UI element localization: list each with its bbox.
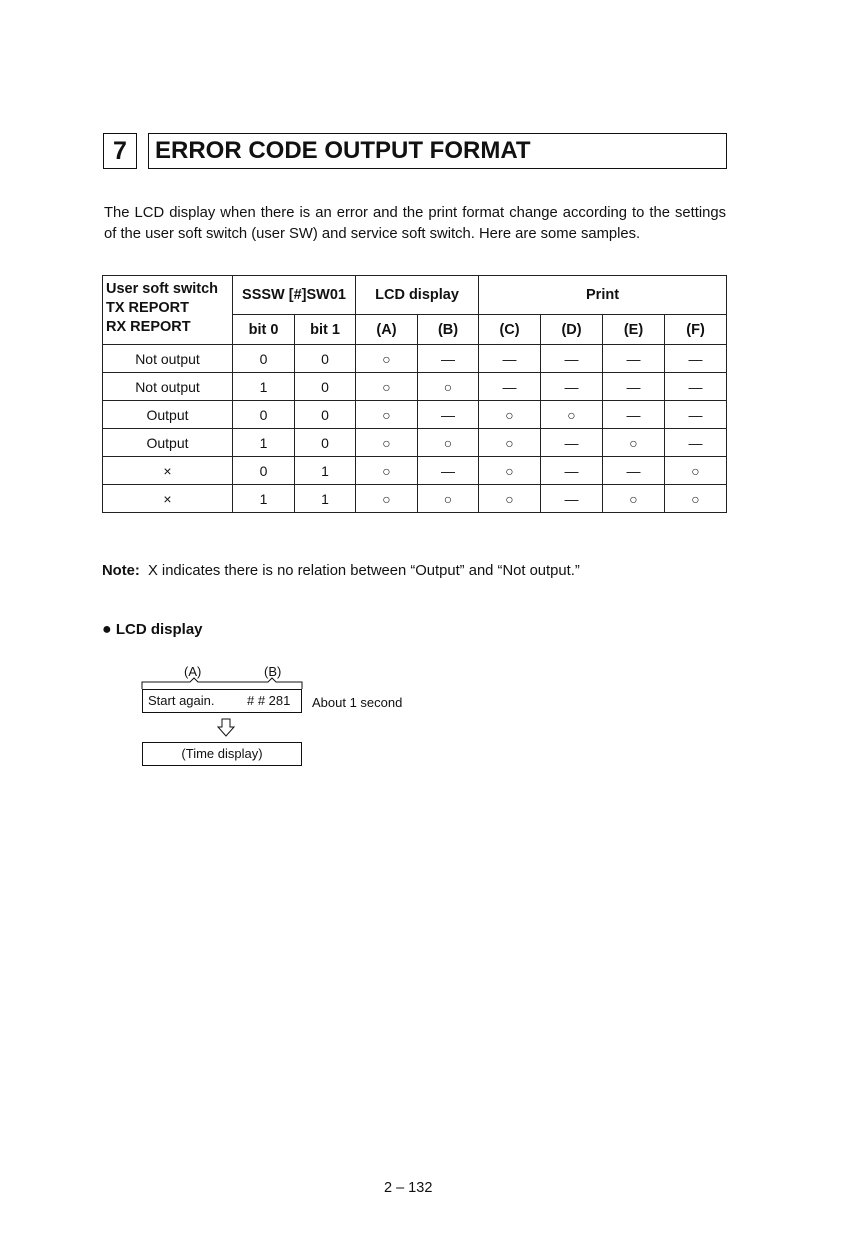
cell-e: —	[603, 401, 665, 429]
duration-note: About 1 second	[312, 695, 403, 710]
cell-b: ○	[418, 429, 479, 457]
cell-a: ○	[356, 401, 418, 429]
cell-f: —	[665, 429, 727, 457]
cell-b: ○	[418, 485, 479, 513]
cell-f: —	[665, 401, 727, 429]
table-row	[103, 373, 727, 401]
cell-c: —	[479, 373, 541, 401]
table-header-row	[103, 276, 727, 315]
cell-bit1: 1	[295, 457, 356, 485]
row-header-cell	[103, 276, 233, 345]
cell-c: ○	[479, 429, 541, 457]
cell-bit0: 0	[233, 401, 295, 429]
cell-b: —	[418, 401, 479, 429]
cell-f: ○	[665, 485, 727, 513]
lcd-heading-text: LCD display	[115, 621, 203, 638]
cell-bit0: 0	[233, 457, 295, 485]
cell-bit1: 1	[295, 485, 356, 513]
cell-b: ○	[418, 373, 479, 401]
cell-f: —	[665, 345, 727, 373]
cell-user-sw: Output	[103, 429, 233, 457]
cell-bit1: 0	[295, 373, 356, 401]
col-a-label: (A)	[184, 664, 202, 679]
note	[102, 563, 580, 579]
subheader-f: (F)	[665, 315, 727, 345]
cell-a: ○	[356, 457, 418, 485]
lcd-diagram	[142, 664, 442, 774]
section-number: 7	[103, 133, 137, 169]
cell-d: —	[541, 457, 603, 485]
note-label: Note:	[102, 563, 140, 579]
intro-paragraph: The LCD display when there is an error and the print format change according to the settings of the user soft switch (user SW) and service soft switch. Here are some samples.	[104, 205, 726, 242]
cell-d: ○	[541, 401, 603, 429]
row-header-line: TX REPORT	[106, 300, 189, 316]
cell-bit1: 0	[295, 345, 356, 373]
subheader-bit0: bit 0	[233, 315, 295, 345]
cell-user-sw: Output	[103, 401, 233, 429]
table-row	[103, 401, 727, 429]
cell-user-sw: Not output	[103, 373, 233, 401]
table-row	[103, 485, 727, 513]
bullet-icon: ●	[102, 621, 112, 638]
cell-c: ○	[479, 485, 541, 513]
section-title: ERROR CODE OUTPUT FORMAT	[148, 133, 727, 169]
cell-c: —	[479, 345, 541, 373]
cell-e: ○	[603, 485, 665, 513]
cell-e: —	[603, 345, 665, 373]
subheader-d: (D)	[541, 315, 603, 345]
subheader-e: (E)	[603, 315, 665, 345]
cell-e: ○	[603, 429, 665, 457]
cell-bit1: 0	[295, 401, 356, 429]
subheader-a: (A)	[356, 315, 418, 345]
note-text: X indicates there is no relation between “Output” and “Not output.”	[147, 563, 580, 579]
section-heading	[103, 131, 727, 171]
cell-d: —	[541, 429, 603, 457]
column-bracket-icon	[142, 664, 307, 690]
cell-c: ○	[479, 457, 541, 485]
table-row	[103, 345, 727, 373]
cell-e: —	[603, 457, 665, 485]
cell-bit0: 0	[233, 345, 295, 373]
subheader-c: (C)	[479, 315, 541, 345]
cell-d: —	[541, 373, 603, 401]
cell-user-sw: ×	[103, 485, 233, 513]
cell-d: —	[541, 345, 603, 373]
cell-f: ○	[665, 457, 727, 485]
error-code-table	[102, 275, 727, 513]
table-row	[103, 457, 727, 485]
cell-a: ○	[356, 485, 418, 513]
cell-bit0: 1	[233, 373, 295, 401]
cell-d: —	[541, 485, 603, 513]
cell-user-sw: ×	[103, 457, 233, 485]
subheader-bit1: bit 1	[295, 315, 356, 345]
col-b-label: (B)	[264, 664, 282, 679]
cell-e: —	[603, 373, 665, 401]
lcd-screen	[142, 689, 302, 713]
arrow-down-icon	[216, 717, 236, 739]
time-display-box: (Time display)	[142, 742, 302, 766]
subheader-b: (B)	[418, 315, 479, 345]
lcd-display-header: LCD display	[356, 276, 479, 315]
row-header-line: User soft switch	[106, 281, 218, 297]
cell-a: ○	[356, 345, 418, 373]
lcd-error-code: # # 281	[247, 693, 291, 708]
print-header: Print	[479, 276, 727, 315]
sssw-header: SSSW [#]SW01	[233, 276, 356, 315]
cell-f: —	[665, 373, 727, 401]
cell-b: —	[418, 345, 479, 373]
cell-a: ○	[356, 429, 418, 457]
cell-a: ○	[356, 373, 418, 401]
cell-b: —	[418, 457, 479, 485]
cell-user-sw: Not output	[103, 345, 233, 373]
lcd-message: Start again.	[148, 693, 215, 708]
lcd-display-heading	[102, 621, 203, 639]
cell-bit0: 1	[233, 485, 295, 513]
cell-bit0: 1	[233, 429, 295, 457]
cell-bit1: 0	[295, 429, 356, 457]
page-number: 2 – 132	[384, 1180, 433, 1196]
row-header-line: RX REPORT	[106, 319, 191, 335]
table-row	[103, 429, 727, 457]
cell-c: ○	[479, 401, 541, 429]
